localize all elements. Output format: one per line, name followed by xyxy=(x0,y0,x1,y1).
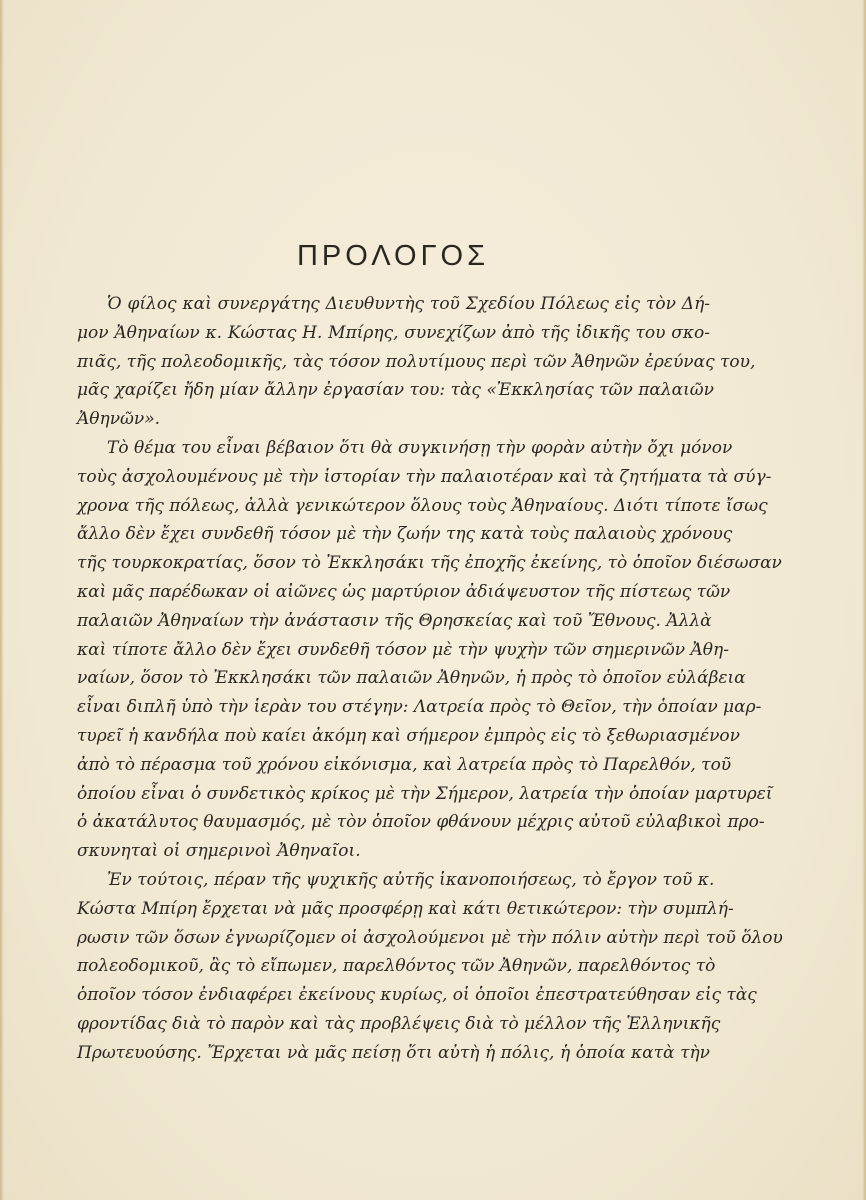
text-line: χρονα τῆς πόλεως, ἀλλὰ γενικώτερον ὅλους τοὺς Ἀθηναίους. Διότι τίποτε ἴσως xyxy=(77,495,768,516)
text-line: μον Ἀθηναίων κ. Κώστας Η. Μπίρης, συνεχίζων ἀπὸ τῆς ἰδικῆς του σκο- xyxy=(77,322,710,343)
text-line: Κώστα Μπίρη ἔρχεται νὰ μᾶς προσφέρῃ καὶ κάτι θετικώτερον: τὴν συμπλή- xyxy=(77,898,734,919)
text-line: τοὺς ἀσχολουμένους μὲ τὴν ἱστορίαν τὴν παλαιοτέραν καὶ τὰ ζητήματα τὰ σύγ- xyxy=(77,466,772,487)
text-line: τυρεῖ ἡ κανδήλα ποὺ καίει ἀκόμη καὶ σήμερον ἐμπρὸς εἰς τὸ ξεθωριασμένον xyxy=(77,725,740,746)
text-line: τῆς τουρκοκρατίας, ὅσον τὸ Ἐκκλησάκι τῆς ἐποχῆς ἐκείνης, τὸ ὁποῖον διέσωσαν xyxy=(77,553,782,574)
text-line: Πρωτευούσης. Ἔρχεται νὰ μᾶς πείσῃ ὅτι αὐτὴ ἡ πόλις, ἡ ὁποία κατὰ τὴν xyxy=(77,1042,710,1063)
text-line: πιᾶς, τῆς πολεοδομικῆς, τὰς τόσον πολυτίμους περὶ τῶν Ἀθηνῶν ἐρεύνας του, xyxy=(77,351,756,372)
text-line: καὶ μᾶς παρέδωκαν οἱ αἰῶνες ὡς μαρτύριον ἀδιάψευστον τῆς πίστεως τῶν xyxy=(77,581,731,602)
text-line: ὁ ἀκατάλυτος θαυμασμός, μὲ τὸν ὁποῖον φθάνουν μέχρις αὐτοῦ εὐλαβικοὶ προ- xyxy=(77,812,765,833)
text-line: ναίων, ὅσον τὸ Ἐκκλησάκι τῶν παλαιῶν Ἀθηνῶν, ἡ πρὸς τὸ ὁποῖον εὐλάβεια xyxy=(77,668,746,689)
text-line: εἶναι διπλῆ ὑπὸ τὴν ἱερὰν του στέγην: Λατρεία πρὸς τὸ Θεῖον, τὴν ὁποίαν μαρ- xyxy=(77,697,762,718)
text-line: μᾶς χαρίζει ἤδη μίαν ἄλλην ἐργασίαν του: τὰς «Ἐκκλησίας τῶν παλαιῶν xyxy=(77,380,714,401)
page-edge-right xyxy=(862,0,866,1200)
text-line: φροντίδας διὰ τὸ παρὸν καὶ τὰς προβλέψεις διὰ τὸ μέλλον τῆς Ἑλληνικῆς xyxy=(77,1013,721,1034)
text-line: ἀπὸ τὸ πέρασμα τοῦ χρόνου εἰκόνισμα, καὶ λατρεία πρὸς τὸ Παρελθόν, τοῦ xyxy=(77,754,732,775)
text-line: Ὁ φίλος καὶ συνεργάτης Διευθυντὴς τοῦ Σχεδίου Πόλεως εἰς τὸν Δή- xyxy=(107,294,710,314)
text-line: Τὸ θέμα του εἶναι βέβαιον ὅτι θὰ συγκινήσῃ τὴν φορὰν αὐτὴν ὄχι μόνον xyxy=(107,437,733,458)
text-line: σκυνηταὶ οἱ σημερινοὶ Ἀθηναῖοι. xyxy=(77,841,361,862)
text-line: ἄλλο δὲν ἔχει συνδεθῆ τόσον μὲ τὴν ζωήν της κατὰ τοὺς παλαιοὺς χρόνους xyxy=(77,524,733,545)
text-line: πολεοδομικοῦ, ἂς τὸ εἴπωμεν, παρελθόντος τῶν Ἀθηνῶν, παρελθόντος τὸ xyxy=(77,956,716,977)
text-line: ρωσιν τῶν ὅσων ἐγνωρίζομεν οἱ ἀσχολούμενοι μὲ τὴν πόλιν αὐτὴν περὶ τοῦ ὅλου xyxy=(77,927,783,948)
text-line: παλαιῶν Ἀθηναίων τὴν ἀνάστασιν τῆς Θρησκείας καὶ τοῦ Ἔθνους. Ἀλλὰ xyxy=(77,610,712,631)
text-line: ὁποίου εἶναι ὁ συνδετικὸς κρίκος μὲ τὴν Σήμερον, λατρεία τὴν ὁποίαν μαρτυρεῖ xyxy=(77,783,773,804)
page-title: ΠΡΟΛΟΓΟΣ xyxy=(296,240,490,272)
body-text xyxy=(77,290,783,1068)
text-line: ὁποῖον τόσον ἐνδιαφέρει ἐκείνους κυρίως, οἱ ὁποῖοι ἐπεστρατεύθησαν εἰς τὰς xyxy=(77,985,757,1006)
text-line: καὶ τίποτε ἄλλο δὲν ἔχει συνδεθῆ τόσον μὲ τὴν ψυχὴν τῶν σημερινῶν Ἀθη- xyxy=(77,639,729,660)
text-line: Ἀθηνῶν». xyxy=(77,409,161,430)
page-edge-left xyxy=(0,0,4,1200)
text-line: Ἐν τούτοις, πέραν τῆς ψυχικῆς αὐτῆς ἱκανοποιήσεως, τὸ ἔργον τοῦ κ. xyxy=(107,869,715,890)
